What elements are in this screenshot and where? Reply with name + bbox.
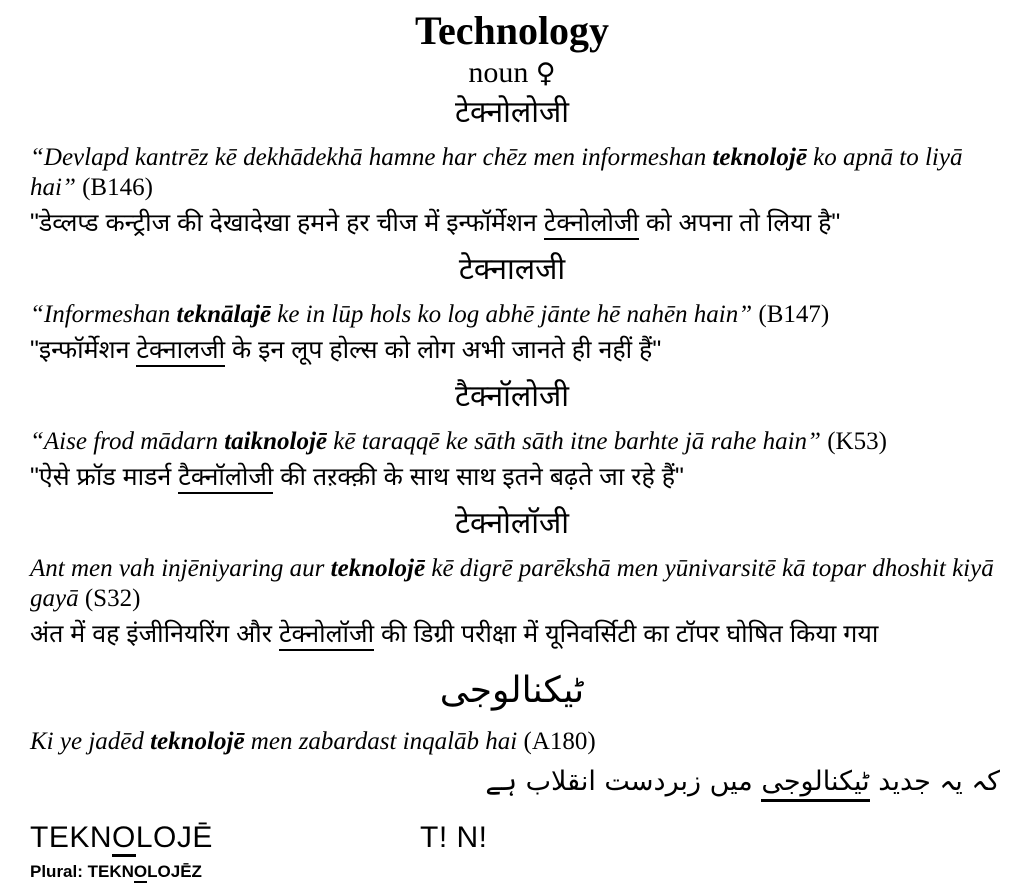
hindi-quote-4 xyxy=(30,617,996,651)
source-ref: (K53) xyxy=(820,428,887,455)
quote-text: की तऱक्क़ी के साथ साथ इतने बढ़ते जा रहे हैं" xyxy=(273,463,684,491)
quote-text: Ant men vah injēniyaring aur xyxy=(30,555,331,582)
quote-text: अंत में वह इंजीनियरिंग और xyxy=(30,620,279,648)
quote-text: “Aise frod mādarn xyxy=(30,428,225,455)
hindi-quote-2 xyxy=(30,333,996,367)
plural-part: LOJĒZ xyxy=(147,862,202,881)
headword-part: TEKN xyxy=(30,821,113,854)
hindi-keyword-underlined: टेक्नोलोजी xyxy=(544,209,639,240)
quote-text: kē digrē parēkshā men yūnivarsitē kā topar dhoshit kiyā gayā xyxy=(30,555,994,612)
headword-devanagari: टेक्नोलोजी xyxy=(454,96,570,129)
page-title: Technology xyxy=(414,8,610,53)
quote-text: “Informeshan xyxy=(30,301,177,328)
grammar-notation: T! N! xyxy=(420,821,488,854)
roman-quote-4 xyxy=(30,554,996,614)
roman-quote-1 xyxy=(30,143,996,203)
stressed-letter-underlined: O xyxy=(133,862,148,881)
source-ref: (B146) xyxy=(75,174,153,201)
quote-text: کہ یہ جدید xyxy=(869,766,1000,797)
variant-heading-4: टेक्नोलॉजी xyxy=(454,507,570,540)
plural-part: TEKN xyxy=(87,862,134,881)
headword-part: LOJĒ xyxy=(135,821,213,854)
plural-line xyxy=(30,862,1024,882)
hindi-quote-3 xyxy=(30,460,996,494)
quote-text: को अपना तो लिया है" xyxy=(638,209,841,237)
quote-keyword: teknālajē xyxy=(176,301,271,328)
footer-row xyxy=(30,821,1024,855)
quote-keyword: teknolojē xyxy=(712,144,807,171)
quote-text: میں زبردست انقلاب ہے xyxy=(485,766,762,797)
pos-label: noun xyxy=(468,56,529,89)
quote-text: ko apnā to liyā hai” xyxy=(30,144,963,201)
quote-text: की डिग्री परीक्षा में यूनिवर्सिटी का टॉपर घोषित किया गया xyxy=(374,620,879,648)
roman-quote-2 xyxy=(30,300,996,330)
quote-text: “Devlapd kantrēz kē dekhādekhā hamne har chēz men informeshan xyxy=(30,144,713,171)
source-ref: (S32) xyxy=(78,585,141,612)
hindi-keyword-underlined: टेक्नोलॉजी xyxy=(279,620,374,651)
quote-text: "इन्फॉर्मेशन xyxy=(30,336,137,364)
source-ref: (A180) xyxy=(517,728,596,755)
variant-heading-urdu: ٹیکنالوجی xyxy=(439,670,585,711)
quote-keyword: teknolojē xyxy=(330,555,426,582)
roman-quote-3 xyxy=(30,427,996,457)
quote-text: "ऐसे फ्रॉड माडर्न xyxy=(30,463,179,491)
quote-keyword: taiknolojē xyxy=(224,428,328,455)
quote-text: kē taraqqē ke sāth sāth itne barhte jā rahe hain” xyxy=(327,428,821,455)
hindi-keyword-underlined: टेक्नालजी xyxy=(136,336,225,367)
headword-transliteration xyxy=(30,821,420,855)
quote-keyword: teknolojē xyxy=(150,728,245,755)
quote-text: के इन लूप होल्स को लोग अभी जानते ही नहीं हैं" xyxy=(225,336,662,364)
part-of-speech-line xyxy=(0,54,1024,93)
variant-heading-3: टैक्नॉलोजी xyxy=(454,380,570,413)
hindi-quote-1 xyxy=(30,206,996,240)
quote-text: men zabardast inqalāb hai xyxy=(244,728,518,755)
variant-heading-2: टेक्नालजी xyxy=(458,253,566,286)
quote-text: Ki ye jadēd xyxy=(30,728,151,755)
hindi-keyword-underlined: टैक्नॉलोजी xyxy=(178,463,273,494)
urdu-keyword-underlined: ٹیکنالوجی xyxy=(761,766,869,802)
source-ref: (B147) xyxy=(752,301,830,328)
roman-quote-5 xyxy=(30,727,996,757)
dictionary-entry-page xyxy=(0,8,1024,881)
plural-label: Plural: xyxy=(30,862,88,881)
female-gender-icon: ♀ xyxy=(535,58,556,89)
urdu-quote xyxy=(0,759,1000,805)
stressed-letter-underlined: O xyxy=(112,821,136,857)
quote-text: "डेव्लप्ड कन्ट्रीज की देखादेखा हमने हर चीज में इन्फॉर्मेशन xyxy=(30,209,544,237)
quote-text: ke in lūp hols ko log abhē jānte hē nahēn hain” xyxy=(270,301,753,328)
